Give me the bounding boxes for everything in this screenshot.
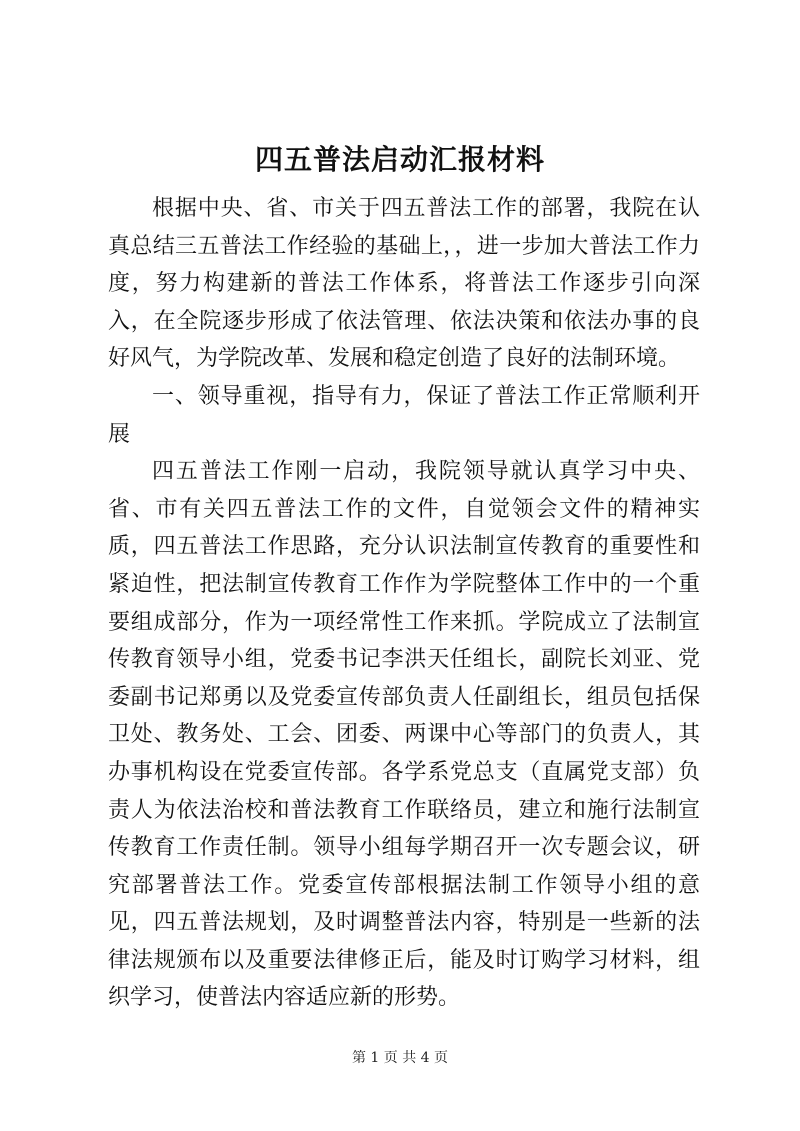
page-number-footer: 第 1 页 共 4 页 — [351, 1050, 449, 1066]
paragraph-intro: 根据中央、省、市关于四五普法工作的部署，我院在认真总结三五普法工作经验的基础上，，进一步加大普法工作力度，努力构建新的普法工作体系，将普法工作逐步引向深入，在全院逐步形成了依法管理、依法决策和依法办事的良好风气，为学院改革、发展和稳定创造了良好的法制环境。 — [108, 196, 700, 372]
paragraph-section-one: 四五普法工作刚一启动，我院领导就认真学习中央、省、市有关四五普法工作的文件，自觉领会文件的精神实质，四五普法工作思路，充分认识法制宣传教育的重要性和紧迫性，把法制宣传教育工作作为学院整体工作中的一个重要组成部分，作为一项经常性工作来抓。学院成立了法制宣传教育领导小组，党委书记李洪天任组长，副院长刘亚、党委副书记郑勇以及党委宣传部负责人任副组长，组员包括保卫处、教务处、工会、团委、两课中心等部门的负责人，其办事机构设在党委宣传部。各学系党总支（直属党支部）负责人为依法治校和普法教育工作联络员，建立和施行法制宣传教育工作责任制。领导小组每学期召开一次专题会议，研究部署普法工作。党委宣传部根据法制工作领导小组的意见，四五普法规划，及时调整普法内容，特别是一些新的法律法规颁布以及重要法律修正后，能及时订购学习材料，组织学习，使普法内容适应新的形势。 — [108, 459, 700, 1011]
document-body — [108, 190, 700, 1017]
document-title: 四五普法启动汇报材料 — [254, 143, 545, 176]
section-heading: 一、领导重视，指导有力，保证了普法工作正常顺利开展 — [108, 383, 700, 447]
